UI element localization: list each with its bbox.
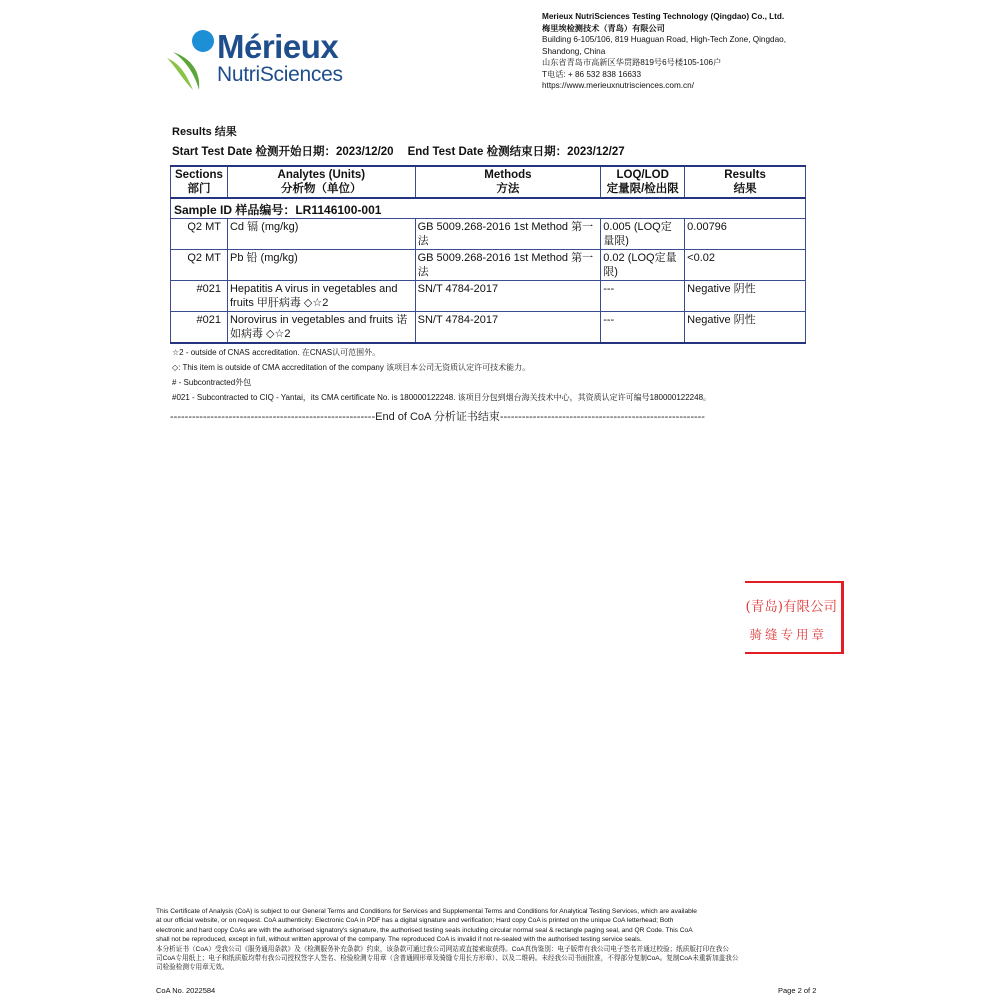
table-notes [172, 345, 812, 405]
table-row [171, 250, 806, 281]
cell-analyte: Pb 铅 (mg/kg) [227, 250, 415, 281]
cell-section: Q2 MT [171, 219, 228, 250]
cell-loq: 0.005 (LOQ定量限) [601, 219, 685, 250]
cell-section: #021 [171, 312, 228, 344]
company-website: https://www.merieuxnutrisciences.com.cn/ [542, 81, 694, 90]
company-name-cn: 梅里埃检测技术（青岛）有限公司 [542, 23, 665, 33]
results-heading: Results 结果 [172, 126, 237, 138]
footer-line: at our official website, or on request. CoA authenticity: Electronic CoA in PDF has a digital signature and verification; Hard copy CoA is printed on the unique CoA letterhead; Both [156, 917, 674, 925]
logo-brand: Mérieux [217, 28, 339, 65]
header-loq: LOQ/LOD 定量限/检出限 [601, 166, 685, 198]
cell-section: #021 [171, 281, 228, 312]
test-dates [172, 143, 625, 159]
cell-loq: --- [601, 281, 685, 312]
note-cnas: ☆2 - outside of CNAS accreditation. 在CNAS认可范围外。 [172, 348, 381, 357]
cell-loq: 0.02 (LOQ定量限) [601, 250, 685, 281]
start-test-date: Start Test Date 检测开始日期：2023/12/20 [172, 146, 394, 158]
logo-mark-icon [165, 28, 217, 92]
sample-id-row [171, 198, 806, 219]
header-results: Results 结果 [685, 166, 806, 198]
footer-line: 司检验检测专用章无效。 [156, 964, 229, 972]
company-logo [165, 28, 355, 92]
header-sections: Sections 部门 [171, 166, 228, 198]
sample-id: Sample ID 样品编号：LR1146100-001 [171, 198, 806, 219]
company-info [542, 11, 842, 92]
table-row [171, 219, 806, 250]
footer-line: This Certificate of Analysis (CoA) is subject to our General Terms and Conditions for Services and Supplemental Terms and Conditions for Analytical Testing Services, which are available [156, 908, 697, 915]
cell-method: SN/T 4784-2017 [415, 281, 601, 312]
cell-analyte: Norovirus in vegetables and fruits 诺如病毒 ◇☆2 [227, 312, 415, 344]
logo-brand-sub: NutriSciences [217, 63, 343, 86]
header-analytes: Analytes (Units) 分析物（单位） [227, 166, 415, 198]
cell-result: Negative 阴性 [685, 281, 806, 312]
cell-method: GB 5009.268-2016 1st Method 第一法 [415, 250, 601, 281]
cell-result: <0.02 [685, 250, 806, 281]
company-name-en: Merieux NutriSciences Testing Technology (Qingdao) Co., Ltd. [542, 12, 785, 21]
note-ciq-yantai: #021 - Subcontracted to CIQ - Yantai，its CMA certificate No. is 180000122248. 该项目分包到烟台海关技术中心，其资质认定许可编号180000122248。 [172, 393, 712, 402]
footer-line: 本分析证书（CoA）受我公司《服务通用条款》及《检测服务补充条款》约束，该条款可通过我公司网站或直接索取获得。CoA真伪鉴别：电子版带有我公司电子签名并通过校验；纸质版打印在我公 [156, 945, 729, 953]
table-header-row [171, 166, 806, 198]
cell-method: SN/T 4784-2017 [415, 312, 601, 344]
end-of-coa: --------------------------------------------------------End of CoA 分析证书结束-------------------------------------------------------- [170, 411, 705, 423]
cell-section: Q2 MT [171, 250, 228, 281]
company-tel: T电话: + 86 532 838 16633 [542, 69, 642, 79]
note-subcontracted: # - Subcontracted外包 [172, 378, 252, 387]
company-address-2: Shandong, China [542, 46, 606, 56]
header-methods: Methods 方法 [415, 166, 601, 198]
note-cma: ◇: This item is outside of CMA accreditation of the company 该项目本公司无资质认定许可技术能力。 [172, 363, 531, 372]
cell-analyte: Hepatitis A virus in vegetables and fruits 甲肝病毒 ◇☆2 [227, 281, 415, 312]
seal-line-1: (青岛)有限公司 [745, 599, 837, 615]
footer-terms [156, 907, 828, 973]
cell-method: GB 5009.268-2016 1st Method 第一法 [415, 219, 601, 250]
results-table [170, 165, 806, 344]
cell-result: 0.00796 [685, 219, 806, 250]
footer-line: 司CoA专用纸上；电子和纸质版均带有我公司授权签字人签名、检验检测专用章（含普通圆形章及骑缝专用长方形章）、以及二维码。未经我公司书面批准，不得部分复制CoA。复制CoA未重新加盖我公 [156, 955, 739, 963]
table-row [171, 281, 806, 312]
cell-loq: --- [601, 312, 685, 344]
table-row [171, 312, 806, 344]
company-address-cn: 山东省青岛市高新区华贯路819号6号楼105-106户 [542, 58, 722, 67]
company-address-1: Building 6-105/106, 819 Huaguan Road, High-Tech Zone, Qingdao, [542, 35, 786, 44]
paging-seal-stamp [745, 581, 844, 654]
page-number: Page 2 of 2 [778, 986, 817, 995]
footer-line: shall not be reproduced, except in full, without written approval of the company. The reproduced CoA is invalid if not re-sealed with the authorised testing service seals. [156, 936, 642, 944]
coa-number: CoA No. 2022584 [156, 986, 216, 995]
end-test-date: End Test Date 检测结束日期：2023/12/27 [407, 146, 625, 158]
footer-line: electronic and hard copy CoAs are with the authorised signatory's signature, the authorised testing seals including circular normal seal & rectangle paging seal, and QR Code. This CoA [156, 926, 693, 934]
cell-analyte: Cd 镉 (mg/kg) [227, 219, 415, 250]
cell-result: Negative 阴性 [685, 312, 806, 344]
seal-line-2: 骑缝专用章 [749, 627, 827, 642]
